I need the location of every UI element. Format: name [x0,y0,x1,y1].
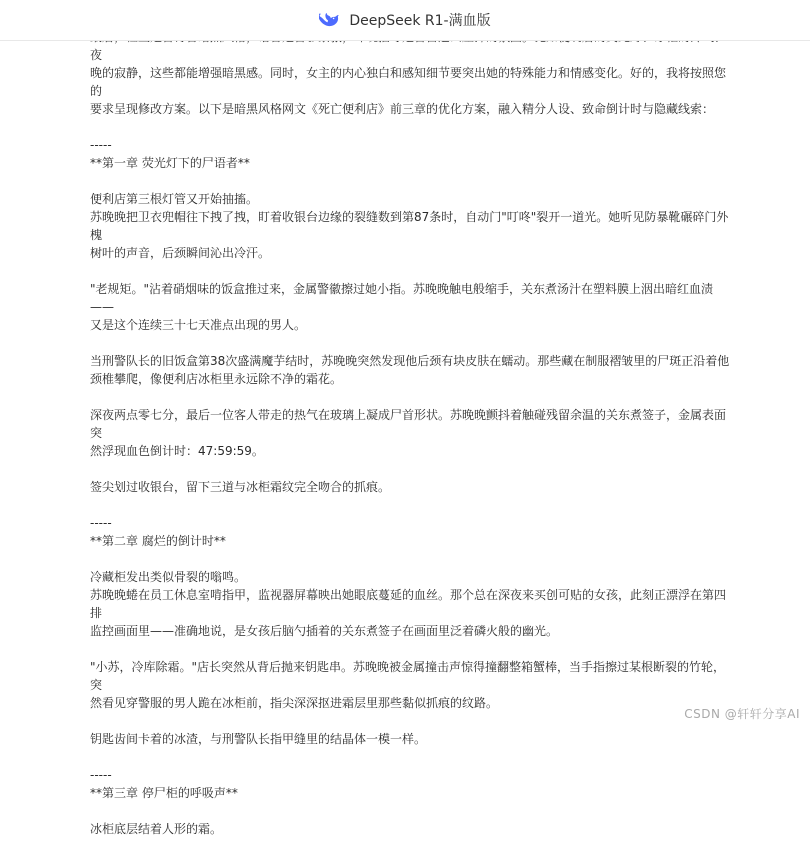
ch2-paragraph-3: 钥匙齿间卡着的冰渣，与刑警队长指甲缝里的结晶体一模一样。 [90,730,730,748]
ch2-p2-line-1: "小苏，冷库除霜。"店长突然从背后抛来钥匙串。苏晚晚被金属撞击声惊得撞翻整箱蟹棒，当手指擦过某根断裂的竹轮，突 [90,660,725,692]
app-title: DeepSeek R1-满血版 [349,10,490,30]
ch1-p1-line-1: 便利店第三根灯管又开始抽搐。 [90,192,258,206]
ch1-paragraph-4 [90,406,730,460]
ch1-p3-line-2: 颈椎攀爬，像便利店冰柜里永远除不净的霜花。 [90,372,342,386]
ch1-paragraph-1 [90,190,730,262]
ch2-p1-line-3: 监控画面里——准确地说，是女孩后脑勺插着的关东煮签子在画面里泛着磷火般的幽光。 [90,624,558,638]
ch3-paragraph-1: 冰柜底层结着人形的霜。 [90,820,730,838]
ch1-paragraph-2 [90,280,730,334]
ch1-p1-line-3: 树叶的声音，后颈瞬间沁出冷汗。 [90,246,270,260]
chapter-3-title: **第三章 停尸柜的呼吸声** [90,784,730,802]
ch1-paragraph-3 [90,352,730,388]
ch1-p2-line-2: 又是这个连续三十七天准点出现的男人。 [90,318,306,332]
app-brand[interactable] [319,10,490,30]
ch1-p4-line-1: 深夜两点零七分，最后一位客人带走的热气在玻璃上凝成尸首形状。苏晚晚颤抖着触碰残留余温的关东煮签子，金属表面突 [90,408,726,440]
intro-paragraph [90,28,730,118]
csdn-watermark: CSDN @轩轩分享AI [684,705,800,722]
ch2-p1-line-1: 冷藏柜发出类似骨裂的嗡鸣。 [90,570,246,584]
divider-1: ----- [90,136,730,154]
ch2-paragraph-2 [90,658,730,712]
ch1-paragraph-5: 签尖划过收银台，留下三道与冰柜霜纹完全吻合的抓痕。 [90,478,730,496]
ch2-paragraph-1 [90,568,730,640]
ch1-p1-line-2: 苏晚晚把卫衣兜帽往下拽了拽，盯着收银台边缘的裂缝数到第87条时，自动门"叮咚"裂开一道光。她听见防暴靴碾碎门外槐 [90,210,728,242]
ch2-p1-line-2: 苏晚晚蜷在员工休息室啃指甲，监视器屏幕映出她眼底蔓延的血丝。那个总在深夜来买创可贴的女孩，此刻正漂浮在第四排 [90,588,726,620]
chapter-2-title: **第二章 腐烂的倒计时** [90,532,730,550]
ch1-p4-line-2: 然浮现血色倒计时：47:59:59。 [90,444,264,458]
intro-line-1: 夜 [90,30,726,62]
chapter-1-title: **第一章 荧光灯下的尸语者** [90,154,730,172]
top-bar [0,0,810,41]
intro-line-3: 要求呈现修改方案。以下是暗黑风格网文《死亡便利店》前三章的优化方案，融入精分人设、致命倒计时与隐藏线索： [90,102,714,116]
ch1-p3-line-1: 当刑警队长的旧饭盒第38次盛满魔芋结时，苏晚晚突然发现他后颈有块皮肤在蠕动。那些藏在制服褶皱里的尸斑正沿着他 [90,354,729,368]
ch2-p2-line-2: 然看见穿警服的男人跪在冰柜前，指尖深深抠进霜层里那些黏似抓痕的纹路。 [90,696,498,710]
ch1-p2-line-1: "老规矩。"沾着硝烟味的饭盒推过来，金属警徽擦过她小指。苏晚晚触电般缩手，关东煮汤汁在塑料膜上洇出暗红血渍—— [90,282,713,314]
divider-2: ----- [90,514,730,532]
whale-logo-icon [319,12,339,28]
divider-3: ----- [90,766,730,784]
intro-line-2: 晚的寂静，这些都能增强暗黑感。同时，女主的内心独白和感知细节要突出她的特殊能力和情感变化。好的，我将按照您的 [90,66,726,98]
